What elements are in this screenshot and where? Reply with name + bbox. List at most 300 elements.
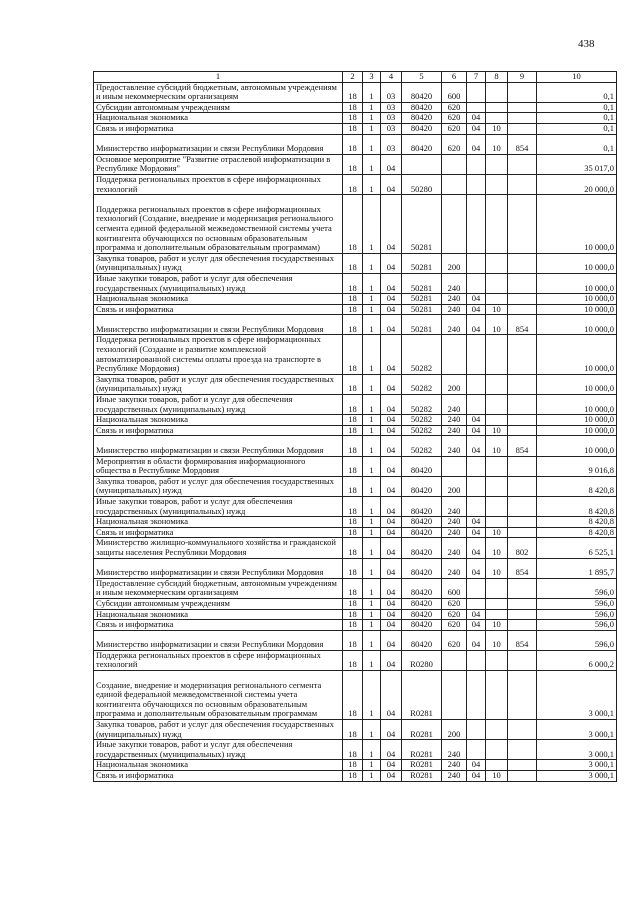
row-code-c8: 10 bbox=[486, 630, 508, 650]
row-code-c7: 04 bbox=[467, 304, 486, 315]
row-code-c6: 200 bbox=[442, 476, 467, 496]
table-row bbox=[94, 720, 617, 740]
row-amount: 596,0 bbox=[537, 630, 617, 650]
table-row bbox=[94, 374, 617, 394]
row-code-c7 bbox=[467, 335, 486, 374]
row-amount: 9 016,8 bbox=[537, 456, 617, 476]
row-code-c3: 1 bbox=[363, 456, 381, 476]
row-code-c5: 80420 bbox=[402, 538, 442, 558]
row-name: Национальная экономика bbox=[94, 415, 343, 426]
row-code-c9 bbox=[508, 598, 537, 609]
table-row bbox=[94, 102, 617, 113]
column-header: 4 bbox=[381, 72, 402, 83]
row-code-c4: 03 bbox=[381, 134, 402, 154]
row-code-c8 bbox=[486, 609, 508, 620]
row-code-c3: 1 bbox=[363, 496, 381, 516]
row-code-c8: 10 bbox=[486, 304, 508, 315]
row-code-c2: 18 bbox=[343, 609, 363, 620]
row-code-c8 bbox=[486, 476, 508, 496]
row-amount: 0,1 bbox=[537, 113, 617, 124]
row-amount: 10 000,0 bbox=[537, 315, 617, 335]
table-row bbox=[94, 740, 617, 760]
table-row bbox=[94, 598, 617, 609]
row-code-c8 bbox=[486, 154, 508, 174]
row-code-c6: 200 bbox=[442, 720, 467, 740]
row-code-c7 bbox=[467, 671, 486, 720]
row-code-c3: 1 bbox=[363, 174, 381, 194]
row-code-c5: 50281 bbox=[402, 195, 442, 254]
row-name: Основное мероприятие "Развитие отраслевой информатизации в Республике Мордовия" bbox=[94, 154, 343, 174]
row-amount: 10 000,0 bbox=[537, 304, 617, 315]
column-header: 3 bbox=[363, 72, 381, 83]
row-code-c8: 10 bbox=[486, 558, 508, 578]
row-code-c4: 04 bbox=[381, 154, 402, 174]
row-code-c5: 50281 bbox=[402, 273, 442, 293]
table-row bbox=[94, 195, 617, 254]
row-amount: 35 017,0 bbox=[537, 154, 617, 174]
column-header: 8 bbox=[486, 72, 508, 83]
row-code-c6: 240 bbox=[442, 527, 467, 538]
row-code-c7: 04 bbox=[467, 415, 486, 426]
row-code-c7 bbox=[467, 650, 486, 670]
table-row bbox=[94, 476, 617, 496]
row-code-c8: 10 bbox=[486, 527, 508, 538]
row-amount: 3 000,1 bbox=[537, 760, 617, 771]
row-amount: 0,1 bbox=[537, 123, 617, 134]
row-name: Поддержка региональных проектов в сфере информационных технологий (Создание и развитие комплексной автоматизированной системы оплаты проезда на транспорте в Республике Мордовия) bbox=[94, 335, 343, 374]
row-code-c7: 04 bbox=[467, 294, 486, 305]
row-name: Национальная экономика bbox=[94, 517, 343, 528]
row-code-c5: 80420 bbox=[402, 496, 442, 516]
row-code-c7 bbox=[467, 578, 486, 598]
row-code-c2: 18 bbox=[343, 771, 363, 782]
row-code-c5: 80420 bbox=[402, 456, 442, 476]
row-code-c9: 802 bbox=[508, 538, 537, 558]
row-code-c5: 50282 bbox=[402, 425, 442, 436]
row-code-c9 bbox=[508, 195, 537, 254]
row-code-c3: 1 bbox=[363, 620, 381, 631]
row-code-c4: 04 bbox=[381, 273, 402, 293]
row-code-c3: 1 bbox=[363, 315, 381, 335]
row-code-c7: 04 bbox=[467, 538, 486, 558]
row-code-c3: 1 bbox=[363, 771, 381, 782]
row-code-c5: 50282 bbox=[402, 335, 442, 374]
column-header: 7 bbox=[467, 72, 486, 83]
row-code-c5: 50282 bbox=[402, 415, 442, 426]
row-code-c4: 04 bbox=[381, 253, 402, 273]
row-code-c5: R0281 bbox=[402, 740, 442, 760]
table-row bbox=[94, 253, 617, 273]
row-code-c2: 18 bbox=[343, 102, 363, 113]
row-code-c2: 18 bbox=[343, 760, 363, 771]
row-code-c4: 04 bbox=[381, 304, 402, 315]
row-code-c4: 04 bbox=[381, 630, 402, 650]
row-code-c4: 04 bbox=[381, 315, 402, 335]
row-code-c2: 18 bbox=[343, 273, 363, 293]
row-name: Связь и информатика bbox=[94, 304, 343, 315]
row-code-c2: 18 bbox=[343, 578, 363, 598]
row-code-c2: 18 bbox=[343, 253, 363, 273]
row-name: Министерство информатизации и связи Республики Мордовия bbox=[94, 558, 343, 578]
row-code-c6 bbox=[442, 456, 467, 476]
row-code-c9 bbox=[508, 154, 537, 174]
row-code-c7 bbox=[467, 273, 486, 293]
row-code-c4: 04 bbox=[381, 415, 402, 426]
row-code-c4: 04 bbox=[381, 740, 402, 760]
row-code-c2: 18 bbox=[343, 82, 363, 102]
table-row bbox=[94, 578, 617, 598]
row-amount: 10 000,0 bbox=[537, 335, 617, 374]
row-code-c3: 1 bbox=[363, 82, 381, 102]
row-code-c2: 18 bbox=[343, 496, 363, 516]
row-code-c3: 1 bbox=[363, 538, 381, 558]
row-name: Связь и информатика bbox=[94, 123, 343, 134]
row-code-c8 bbox=[486, 415, 508, 426]
row-amount: 6 000,2 bbox=[537, 650, 617, 670]
row-code-c6: 240 bbox=[442, 558, 467, 578]
row-amount: 10 000,0 bbox=[537, 415, 617, 426]
page-number: 438 bbox=[578, 38, 595, 50]
row-code-c8 bbox=[486, 82, 508, 102]
row-code-c2: 18 bbox=[343, 415, 363, 426]
row-code-c2: 18 bbox=[343, 538, 363, 558]
row-code-c7 bbox=[467, 598, 486, 609]
row-code-c9 bbox=[508, 496, 537, 516]
row-code-c5: 80420 bbox=[402, 558, 442, 578]
row-code-c3: 1 bbox=[363, 195, 381, 254]
row-code-c7: 04 bbox=[467, 134, 486, 154]
row-amount: 6 525,1 bbox=[537, 538, 617, 558]
row-code-c9 bbox=[508, 740, 537, 760]
row-name: Иные закупки товаров, работ и услуг для обеспечения государственных (муниципальных) нужд bbox=[94, 395, 343, 415]
row-code-c3: 1 bbox=[363, 527, 381, 538]
row-name: Закупка товаров, работ и услуг для обеспечения государственных (муниципальных) нужд bbox=[94, 253, 343, 273]
row-code-c8 bbox=[486, 578, 508, 598]
row-code-c8 bbox=[486, 174, 508, 194]
table-body bbox=[94, 82, 617, 781]
row-code-c4: 04 bbox=[381, 671, 402, 720]
row-amount: 10 000,0 bbox=[537, 436, 617, 456]
row-code-c6: 240 bbox=[442, 771, 467, 782]
row-code-c8 bbox=[486, 395, 508, 415]
row-code-c8 bbox=[486, 456, 508, 476]
row-code-c8 bbox=[486, 720, 508, 740]
row-code-c4: 04 bbox=[381, 395, 402, 415]
row-code-c5: 80420 bbox=[402, 123, 442, 134]
table-row bbox=[94, 82, 617, 102]
row-code-c9 bbox=[508, 771, 537, 782]
row-code-c7 bbox=[467, 496, 486, 516]
row-code-c9: 854 bbox=[508, 436, 537, 456]
row-name: Национальная экономика bbox=[94, 294, 343, 305]
table-row bbox=[94, 123, 617, 134]
row-code-c6: 240 bbox=[442, 294, 467, 305]
table-row bbox=[94, 620, 617, 631]
row-code-c7: 04 bbox=[467, 760, 486, 771]
row-code-c4: 04 bbox=[381, 436, 402, 456]
row-code-c6: 240 bbox=[442, 517, 467, 528]
row-code-c3: 1 bbox=[363, 425, 381, 436]
row-code-c6: 600 bbox=[442, 578, 467, 598]
row-amount: 0,1 bbox=[537, 82, 617, 102]
row-code-c2: 18 bbox=[343, 436, 363, 456]
row-code-c7: 04 bbox=[467, 436, 486, 456]
row-code-c2: 18 bbox=[343, 304, 363, 315]
row-code-c6: 200 bbox=[442, 374, 467, 394]
row-amount: 8 420,8 bbox=[537, 476, 617, 496]
row-name: Предоставление субсидий бюджетным, автономным учреждениям и иным некоммерческим организациям bbox=[94, 578, 343, 598]
row-code-c5: 50282 bbox=[402, 374, 442, 394]
row-amount: 3 000,1 bbox=[537, 671, 617, 720]
row-code-c2: 18 bbox=[343, 671, 363, 720]
row-code-c2: 18 bbox=[343, 113, 363, 124]
row-code-c3: 1 bbox=[363, 760, 381, 771]
row-code-c4: 04 bbox=[381, 620, 402, 631]
header-row bbox=[94, 72, 617, 83]
table-row bbox=[94, 134, 617, 154]
row-code-c4: 03 bbox=[381, 82, 402, 102]
row-code-c6: 240 bbox=[442, 273, 467, 293]
row-name: Национальная экономика bbox=[94, 609, 343, 620]
row-code-c8: 10 bbox=[486, 134, 508, 154]
row-code-c5: 80420 bbox=[402, 476, 442, 496]
row-code-c3: 1 bbox=[363, 304, 381, 315]
row-code-c3: 1 bbox=[363, 154, 381, 174]
row-code-c6: 600 bbox=[442, 82, 467, 102]
row-code-c4: 04 bbox=[381, 598, 402, 609]
row-code-c6: 620 bbox=[442, 113, 467, 124]
row-code-c9 bbox=[508, 425, 537, 436]
row-code-c9 bbox=[508, 174, 537, 194]
row-code-c6 bbox=[442, 650, 467, 670]
row-code-c5: 80420 bbox=[402, 598, 442, 609]
row-code-c9: 854 bbox=[508, 558, 537, 578]
table-row bbox=[94, 436, 617, 456]
row-amount: 10 000,0 bbox=[537, 374, 617, 394]
row-code-c6 bbox=[442, 195, 467, 254]
row-code-c7 bbox=[467, 374, 486, 394]
row-code-c9 bbox=[508, 609, 537, 620]
row-code-c5: 50281 bbox=[402, 315, 442, 335]
row-name: Иные закупки товаров, работ и услуг для обеспечения государственных (муниципальных) нужд bbox=[94, 496, 343, 516]
row-code-c9 bbox=[508, 102, 537, 113]
row-code-c3: 1 bbox=[363, 102, 381, 113]
table-row bbox=[94, 760, 617, 771]
row-code-c7 bbox=[467, 102, 486, 113]
row-code-c2: 18 bbox=[343, 517, 363, 528]
row-code-c3: 1 bbox=[363, 609, 381, 620]
row-code-c9 bbox=[508, 578, 537, 598]
row-code-c6: 240 bbox=[442, 425, 467, 436]
row-code-c3: 1 bbox=[363, 123, 381, 134]
row-code-c6: 620 bbox=[442, 134, 467, 154]
row-code-c9: 854 bbox=[508, 134, 537, 154]
row-code-c9 bbox=[508, 476, 537, 496]
row-code-c7 bbox=[467, 82, 486, 102]
row-code-c9 bbox=[508, 304, 537, 315]
row-code-c6: 620 bbox=[442, 620, 467, 631]
row-name: Поддержка региональных проектов в сфере информационных технологий bbox=[94, 650, 343, 670]
row-code-c3: 1 bbox=[363, 294, 381, 305]
row-code-c8 bbox=[486, 760, 508, 771]
row-code-c6: 620 bbox=[442, 102, 467, 113]
table-row bbox=[94, 496, 617, 516]
table-header bbox=[94, 72, 617, 83]
table-row bbox=[94, 304, 617, 315]
row-code-c4: 03 bbox=[381, 113, 402, 124]
row-code-c2: 18 bbox=[343, 720, 363, 740]
row-code-c9 bbox=[508, 374, 537, 394]
table-row bbox=[94, 273, 617, 293]
row-code-c5: 80420 bbox=[402, 527, 442, 538]
row-code-c7: 04 bbox=[467, 771, 486, 782]
row-code-c6: 620 bbox=[442, 123, 467, 134]
row-code-c6: 620 bbox=[442, 609, 467, 620]
row-code-c4: 04 bbox=[381, 650, 402, 670]
table-row bbox=[94, 517, 617, 528]
row-code-c8 bbox=[486, 273, 508, 293]
row-code-c4: 04 bbox=[381, 425, 402, 436]
row-code-c2: 18 bbox=[343, 123, 363, 134]
row-code-c3: 1 bbox=[363, 630, 381, 650]
row-code-c5: 80420 bbox=[402, 134, 442, 154]
row-amount: 10 000,0 bbox=[537, 395, 617, 415]
row-code-c8 bbox=[486, 113, 508, 124]
row-code-c4: 03 bbox=[381, 102, 402, 113]
row-code-c6: 620 bbox=[442, 598, 467, 609]
table-row bbox=[94, 174, 617, 194]
row-code-c9 bbox=[508, 456, 537, 476]
row-code-c5: 50281 bbox=[402, 304, 442, 315]
row-code-c7: 04 bbox=[467, 517, 486, 528]
row-code-c3: 1 bbox=[363, 578, 381, 598]
row-code-c4: 04 bbox=[381, 517, 402, 528]
row-code-c3: 1 bbox=[363, 598, 381, 609]
row-amount: 20 000,0 bbox=[537, 174, 617, 194]
table-row bbox=[94, 456, 617, 476]
row-code-c9 bbox=[508, 620, 537, 631]
row-code-c2: 18 bbox=[343, 374, 363, 394]
column-header: 5 bbox=[402, 72, 442, 83]
row-code-c5: 80420 bbox=[402, 82, 442, 102]
row-name: Национальная экономика bbox=[94, 760, 343, 771]
row-code-c2: 18 bbox=[343, 527, 363, 538]
row-code-c2: 18 bbox=[343, 740, 363, 760]
row-code-c8: 10 bbox=[486, 436, 508, 456]
row-code-c8: 10 bbox=[486, 771, 508, 782]
row-code-c7 bbox=[467, 395, 486, 415]
table-row bbox=[94, 671, 617, 720]
table-row bbox=[94, 630, 617, 650]
row-code-c6: 240 bbox=[442, 395, 467, 415]
row-code-c7: 04 bbox=[467, 558, 486, 578]
row-code-c8: 10 bbox=[486, 315, 508, 335]
row-code-c6: 240 bbox=[442, 436, 467, 456]
row-name: Поддержка региональных проектов в сфере информационных технологий (Создание, внедрение и модернизация регионального сегмента единой федеральной межведомственной системы учета контингента обучающихся по основным образовательным программа и дополнительным образовательным программам) bbox=[94, 195, 343, 254]
row-amount: 596,0 bbox=[537, 609, 617, 620]
row-name: Закупка товаров, работ и услуг для обеспечения государственных (муниципальных) нужд bbox=[94, 720, 343, 740]
row-code-c9 bbox=[508, 335, 537, 374]
row-name: Иные закупки товаров, работ и услуг для обеспечения государственных (муниципальных) нужд bbox=[94, 740, 343, 760]
row-code-c4: 04 bbox=[381, 174, 402, 194]
row-name: Министерство информатизации и связи Республики Мордовия bbox=[94, 436, 343, 456]
row-code-c8 bbox=[486, 598, 508, 609]
row-code-c6: 240 bbox=[442, 304, 467, 315]
row-code-c4: 04 bbox=[381, 496, 402, 516]
row-code-c5: R0281 bbox=[402, 760, 442, 771]
row-name: Связь и информатика bbox=[94, 425, 343, 436]
row-code-c8 bbox=[486, 195, 508, 254]
row-amount: 8 420,8 bbox=[537, 527, 617, 538]
row-code-c2: 18 bbox=[343, 456, 363, 476]
column-header: 9 bbox=[508, 72, 537, 83]
row-code-c8 bbox=[486, 374, 508, 394]
row-code-c9 bbox=[508, 273, 537, 293]
row-code-c2: 18 bbox=[343, 395, 363, 415]
table-row bbox=[94, 538, 617, 558]
row-code-c9 bbox=[508, 760, 537, 771]
row-code-c7: 04 bbox=[467, 620, 486, 631]
row-code-c4: 04 bbox=[381, 294, 402, 305]
row-code-c7 bbox=[467, 195, 486, 254]
row-code-c9 bbox=[508, 517, 537, 528]
row-code-c3: 1 bbox=[363, 374, 381, 394]
row-code-c8 bbox=[486, 671, 508, 720]
row-code-c8: 10 bbox=[486, 425, 508, 436]
row-code-c3: 1 bbox=[363, 415, 381, 426]
row-code-c2: 18 bbox=[343, 134, 363, 154]
row-code-c5: 50281 bbox=[402, 253, 442, 273]
row-code-c6: 240 bbox=[442, 415, 467, 426]
column-header: 10 bbox=[537, 72, 617, 83]
row-code-c2: 18 bbox=[343, 425, 363, 436]
row-code-c5: 50282 bbox=[402, 395, 442, 415]
row-amount: 3 000,1 bbox=[537, 720, 617, 740]
row-code-c4: 03 bbox=[381, 123, 402, 134]
row-code-c3: 1 bbox=[363, 395, 381, 415]
row-code-c6: 620 bbox=[442, 630, 467, 650]
budget-table bbox=[93, 71, 617, 782]
row-name: Министерство информатизации и связи Республики Мордовия bbox=[94, 134, 343, 154]
row-code-c7 bbox=[467, 476, 486, 496]
row-code-c9 bbox=[508, 294, 537, 305]
column-header: 6 bbox=[442, 72, 467, 83]
row-code-c6: 240 bbox=[442, 538, 467, 558]
row-code-c9 bbox=[508, 82, 537, 102]
table-row bbox=[94, 415, 617, 426]
row-amount: 596,0 bbox=[537, 620, 617, 631]
row-code-c8 bbox=[486, 102, 508, 113]
row-code-c4: 04 bbox=[381, 578, 402, 598]
row-code-c8 bbox=[486, 496, 508, 516]
row-amount: 0,1 bbox=[537, 134, 617, 154]
row-code-c9 bbox=[508, 395, 537, 415]
row-code-c3: 1 bbox=[363, 558, 381, 578]
row-code-c4: 04 bbox=[381, 476, 402, 496]
row-code-c5: 80420 bbox=[402, 609, 442, 620]
row-amount: 8 420,8 bbox=[537, 517, 617, 528]
row-code-c5: 80420 bbox=[402, 102, 442, 113]
row-code-c3: 1 bbox=[363, 517, 381, 528]
row-code-c2: 18 bbox=[343, 335, 363, 374]
row-code-c2: 18 bbox=[343, 620, 363, 631]
row-code-c6: 240 bbox=[442, 496, 467, 516]
row-code-c5: 80420 bbox=[402, 578, 442, 598]
column-header: 1 bbox=[94, 72, 343, 83]
row-code-c7: 04 bbox=[467, 315, 486, 335]
row-code-c4: 04 bbox=[381, 195, 402, 254]
row-name: Связь и информатика bbox=[94, 771, 343, 782]
